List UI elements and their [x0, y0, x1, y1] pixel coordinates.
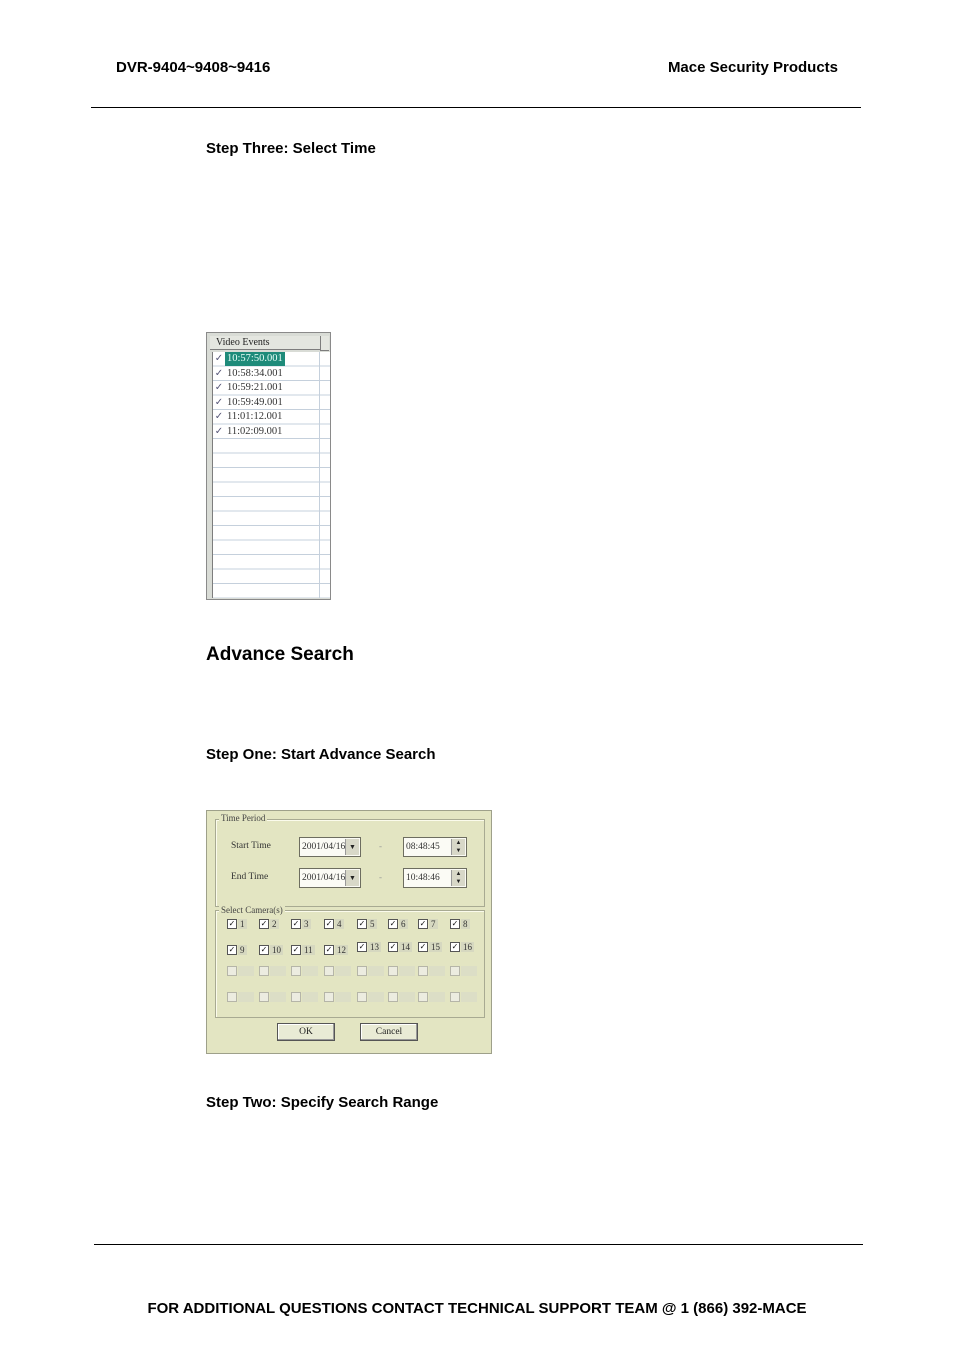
event-time: 11:02:09.001: [227, 425, 283, 437]
checkbox-icon: [418, 966, 428, 976]
camera-number: 16: [463, 941, 472, 952]
end-date-value: 2001/04/16: [302, 873, 346, 883]
camera-number: 15: [431, 941, 440, 952]
camera-number: [302, 966, 318, 976]
camera-checkbox-disabled: [357, 991, 384, 1002]
camera-checkbox-disabled: [324, 965, 351, 976]
camera-checkbox[interactable]: [450, 941, 474, 952]
camera-checkbox-disabled: [418, 991, 445, 1002]
camera-number: [429, 992, 445, 1002]
camera-checkbox[interactable]: [227, 944, 247, 955]
footer-rule: [94, 1244, 863, 1245]
camera-number: 4: [337, 918, 342, 929]
list-item[interactable]: [213, 425, 319, 439]
camera-number: [429, 966, 445, 976]
camera-number: 12: [337, 944, 346, 955]
camera-checkbox-disabled: [388, 965, 415, 976]
camera-checkbox-disabled: [259, 965, 286, 976]
camera-checkbox-disabled: [324, 991, 351, 1002]
camera-checkbox-disabled: [388, 991, 415, 1002]
camera-number: 2: [272, 918, 277, 929]
event-time: 11:01:12.001: [227, 411, 283, 422]
camera-checkbox[interactable]: [227, 918, 247, 929]
spin-arrows-icon[interactable]: ▲ ▼: [451, 870, 465, 886]
chevron-down-icon[interactable]: ▼: [345, 870, 359, 886]
checkbox-icon: [324, 992, 334, 1002]
checkbox-icon: [450, 966, 460, 976]
camera-number: 1: [240, 918, 245, 929]
checkbox-icon: [388, 966, 398, 976]
camera-number: 6: [401, 918, 406, 929]
camera-checkbox-disabled: [450, 991, 477, 1002]
camera-checkbox-disabled: [291, 991, 318, 1002]
start-time-value: 08:48:45: [406, 842, 440, 852]
video-events-header: Video Events: [210, 336, 320, 350]
camera-number: [238, 992, 254, 1002]
camera-number: [368, 992, 384, 1002]
checkbox-icon[interactable]: ✓: [228, 918, 236, 928]
camera-checkbox-disabled: [259, 991, 286, 1002]
camera-number: [461, 992, 477, 1002]
event-time: 10:58:34.001: [227, 367, 283, 379]
event-time: 10:59:49.001: [227, 396, 283, 408]
camera-number: [335, 966, 351, 976]
camera-checkbox[interactable]: [259, 944, 283, 955]
list-item[interactable]: [213, 352, 319, 366]
checkbox-icon[interactable]: ✓: [358, 918, 366, 928]
list-item[interactable]: [213, 381, 319, 395]
checkbox-icon[interactable]: ✓: [358, 941, 366, 951]
camera-number: 5: [370, 918, 375, 929]
separator-dash: -: [379, 841, 382, 851]
camera-checkbox[interactable]: [259, 918, 279, 929]
header-model: DVR-9404~9408~9416: [116, 59, 271, 76]
advance-search-heading: Advance Search: [206, 644, 354, 665]
checkbox-icon[interactable]: ✓: [260, 944, 268, 954]
camera-number: [238, 966, 254, 976]
camera-number: [399, 966, 415, 976]
step-one-heading: Step One: Start Advance Search: [206, 746, 436, 763]
list-item[interactable]: [213, 410, 319, 424]
camera-number: [461, 966, 477, 976]
camera-number: [368, 966, 384, 976]
end-date-select[interactable]: [299, 868, 361, 888]
checkbox-icon[interactable]: ✓: [325, 944, 333, 954]
event-time: 10:57:50.001: [227, 353, 283, 364]
header-company: Mace Security Products: [667, 59, 838, 76]
checkbox-icon[interactable]: ✓: [451, 941, 459, 951]
camera-checkbox[interactable]: [450, 918, 470, 929]
checkbox-icon: [324, 966, 334, 976]
camera-number: [335, 992, 351, 1002]
camera-number: [270, 966, 286, 976]
checkbox-icon[interactable]: ✓: [228, 944, 236, 954]
camera-number: [270, 992, 286, 1002]
separator-dash: -: [379, 872, 382, 882]
checkbox-icon[interactable]: ✓: [451, 918, 459, 928]
cancel-button[interactable]: Cancel: [360, 1023, 418, 1041]
camera-checkbox-disabled: [418, 965, 445, 976]
footer-support-text: FOR ADDITIONAL QUESTIONS CONTACT TECHNICAL SUPPORT TEAM @ 1 (866) 392-MACE: [147, 1300, 807, 1317]
camera-number: 13: [370, 941, 379, 952]
checkbox-icon[interactable]: ✓: [325, 918, 333, 928]
camera-checkbox[interactable]: [388, 918, 408, 929]
camera-number: 11: [304, 944, 313, 955]
checkmark-icon: ✓: [214, 425, 224, 437]
list-item[interactable]: [213, 367, 319, 381]
checkbox-icon: [259, 992, 269, 1002]
camera-checkbox[interactable]: [388, 941, 412, 952]
checkbox-icon[interactable]: ✓: [389, 918, 397, 928]
checkmark-icon: ✓: [214, 396, 224, 408]
camera-checkbox-disabled: [227, 965, 254, 976]
checkbox-icon: [227, 992, 237, 1002]
step-two-heading: Step Two: Specify Search Range: [206, 1094, 439, 1111]
camera-checkbox[interactable]: [418, 918, 438, 929]
checkbox-icon: [227, 966, 237, 976]
time-period-group: [215, 819, 485, 907]
checkmark-icon: ✓: [214, 382, 224, 393]
start-time-label: Start Time: [231, 841, 271, 851]
checkbox-icon[interactable]: ✓: [419, 918, 427, 928]
checkbox-icon[interactable]: ✓: [389, 941, 397, 951]
checkbox-icon: [450, 992, 460, 1002]
checkbox-icon[interactable]: ✓: [419, 941, 427, 951]
camera-checkbox-disabled: [450, 965, 477, 976]
start-date-select[interactable]: [299, 837, 361, 857]
checkbox-icon[interactable]: ✓: [260, 918, 268, 928]
camera-number: 14: [401, 941, 410, 952]
checkmark-icon: ✓: [214, 367, 224, 379]
checkbox-icon: [291, 966, 301, 976]
list-column-divider: [319, 352, 320, 598]
camera-checkbox-disabled: [227, 991, 254, 1002]
video-events-list[interactable]: [212, 352, 330, 598]
start-time-spinner[interactable]: [403, 837, 467, 857]
camera-checkbox[interactable]: [291, 918, 311, 929]
camera-checkbox-disabled: [357, 965, 384, 976]
list-item[interactable]: [213, 396, 319, 410]
camera-checkbox[interactable]: [357, 918, 377, 929]
checkbox-icon: [357, 966, 367, 976]
camera-number: [302, 992, 318, 1002]
start-date-value: 2001/04/16: [302, 842, 346, 852]
checkbox-icon[interactable]: ✓: [292, 918, 300, 928]
event-time: 10:59:21.001: [227, 382, 283, 393]
video-events-panel: [206, 332, 331, 600]
end-time-label: End Time: [231, 872, 269, 882]
camera-checkbox[interactable]: [324, 918, 344, 929]
checkmark-icon: ✓: [214, 353, 224, 364]
camera-checkbox[interactable]: [357, 941, 381, 952]
camera-select-title: Select Camera(s): [221, 905, 283, 915]
advance-search-dialog: [206, 810, 492, 1054]
header-rule: [91, 107, 861, 108]
time-period-title: Time Period: [221, 813, 266, 823]
checkbox-icon: [357, 992, 367, 1002]
step-three-heading: Step Three: Select Time: [206, 140, 376, 157]
column-resize-handle[interactable]: [320, 336, 329, 351]
spin-arrows-icon[interactable]: ▲ ▼: [451, 839, 465, 855]
ok-button[interactable]: OK: [277, 1023, 335, 1041]
checkmark-icon: ✓: [214, 411, 224, 422]
end-time-value: 10:48:46: [406, 873, 440, 883]
end-time-spinner[interactable]: [403, 868, 467, 888]
camera-checkbox-disabled: [291, 965, 318, 976]
camera-checkbox[interactable]: [324, 944, 348, 955]
camera-number: 9: [240, 944, 245, 955]
checkbox-icon[interactable]: ✓: [292, 944, 300, 954]
camera-number: 8: [463, 918, 468, 929]
chevron-down-icon[interactable]: ▼: [345, 839, 359, 855]
camera-checkbox[interactable]: [291, 944, 315, 955]
checkbox-icon: [418, 992, 428, 1002]
camera-number: [399, 992, 415, 1002]
camera-number: 7: [431, 918, 436, 929]
camera-number: 3: [304, 918, 309, 929]
camera-number: 10: [272, 944, 281, 955]
camera-checkbox[interactable]: [418, 941, 442, 952]
checkbox-icon: [291, 992, 301, 1002]
checkbox-icon: [259, 966, 269, 976]
checkbox-icon: [388, 992, 398, 1002]
